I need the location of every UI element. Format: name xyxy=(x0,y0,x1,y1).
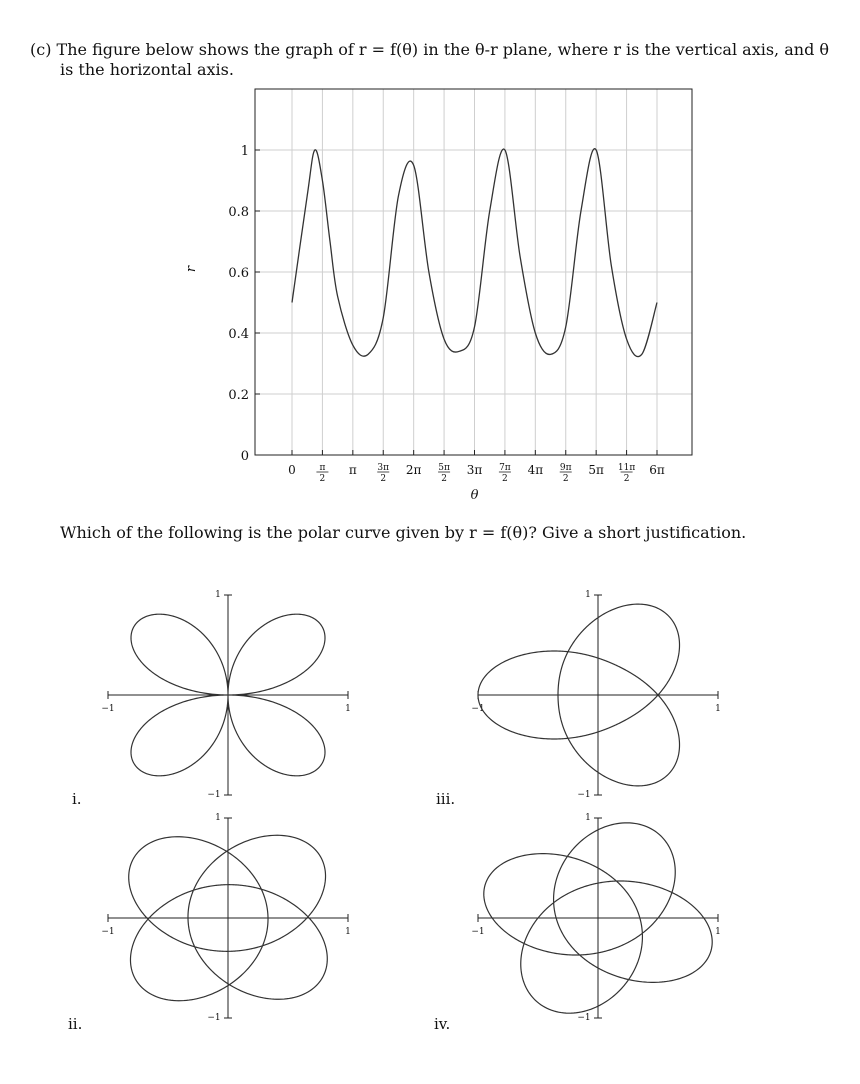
x-axis-min-label: −1 xyxy=(101,927,115,937)
x-axis-max-label: 1 xyxy=(345,927,351,937)
option-iv-plot xyxy=(460,808,740,1030)
y-axis-min-label: −1 xyxy=(577,790,591,800)
y-axis-max-label: 1 xyxy=(585,813,591,823)
option-iv-label: iv. xyxy=(434,1015,451,1033)
x-axis-max-label: 1 xyxy=(715,927,721,937)
y-tick-label-3: 0.6 xyxy=(228,266,249,281)
y-axis-max-label: 1 xyxy=(215,813,221,823)
x-tick-label-2: π xyxy=(348,463,357,477)
x-tick-label-den-11: 2 xyxy=(623,474,630,484)
x-tick-label-11: 11π xyxy=(617,463,636,473)
x-tick-label-0: 0 xyxy=(288,463,296,477)
y-axis-min-label: −1 xyxy=(207,1013,221,1023)
x-axis-min-label: −1 xyxy=(471,927,485,937)
y-tick-label-5: 1 xyxy=(240,144,249,159)
x-tick-label-7: 7π xyxy=(499,463,511,473)
theta-r-chart xyxy=(180,84,700,504)
x-tick-label-4: 2π xyxy=(405,463,422,477)
x-axis-min-label: −1 xyxy=(471,704,485,714)
x-tick-label-den-5: 2 xyxy=(441,474,447,484)
y-axis-max-label: 1 xyxy=(585,590,591,600)
x-axis-max-label: 1 xyxy=(345,704,351,714)
x-tick-label-10: 5π xyxy=(588,463,604,477)
option-iii-label: iii. xyxy=(436,790,456,808)
y-tick-label-0: 0 xyxy=(240,449,249,464)
y-tick-label-4: 0.8 xyxy=(228,205,249,220)
option-iii-plot xyxy=(460,585,740,805)
x-tick-label-den-1: 2 xyxy=(319,474,326,484)
x-tick-label-8: 4π xyxy=(527,463,544,477)
x-tick-label-den-3: 2 xyxy=(380,474,387,484)
problem-part-label: (c) xyxy=(30,40,52,59)
option-i-label: i. xyxy=(72,790,82,808)
x-tick-label-den-9: 2 xyxy=(562,474,569,484)
y-tick-label-1: 0.2 xyxy=(228,388,249,403)
x-tick-label-1: π xyxy=(319,463,326,473)
x-tick-label-6: 3π xyxy=(466,463,483,477)
x-tick-label-den-7: 2 xyxy=(502,474,508,484)
option-ii-plot xyxy=(90,808,370,1030)
y-tick-label-2: 0.4 xyxy=(228,327,249,342)
problem-text-1: The figure below shows the graph of r = f(θ) in the θ-r plane, where r is the vertical axis, and θ xyxy=(56,40,830,59)
problem-line-2: is the horizontal axis. xyxy=(60,60,234,79)
y-axis-label: r xyxy=(184,265,199,273)
question-text: Which of the following is the polar curve given by r = f(θ)? Give a short justification. xyxy=(60,523,747,542)
x-tick-label-12: 6π xyxy=(649,463,665,477)
y-axis-min-label: −1 xyxy=(577,1013,591,1023)
x-tick-label-5: 5π xyxy=(438,463,450,473)
x-axis-max-label: 1 xyxy=(715,704,721,714)
option-i-plot xyxy=(90,585,370,805)
problem-line-1 xyxy=(30,40,829,60)
x-tick-label-3: 3π xyxy=(377,463,390,473)
x-axis-min-label: −1 xyxy=(101,704,115,714)
x-tick-label-9: 9π xyxy=(559,463,572,473)
x-axis-label: θ xyxy=(470,488,479,503)
y-axis-max-label: 1 xyxy=(215,590,221,600)
y-axis-min-label: −1 xyxy=(207,790,221,800)
option-ii-label: ii. xyxy=(68,1015,83,1033)
